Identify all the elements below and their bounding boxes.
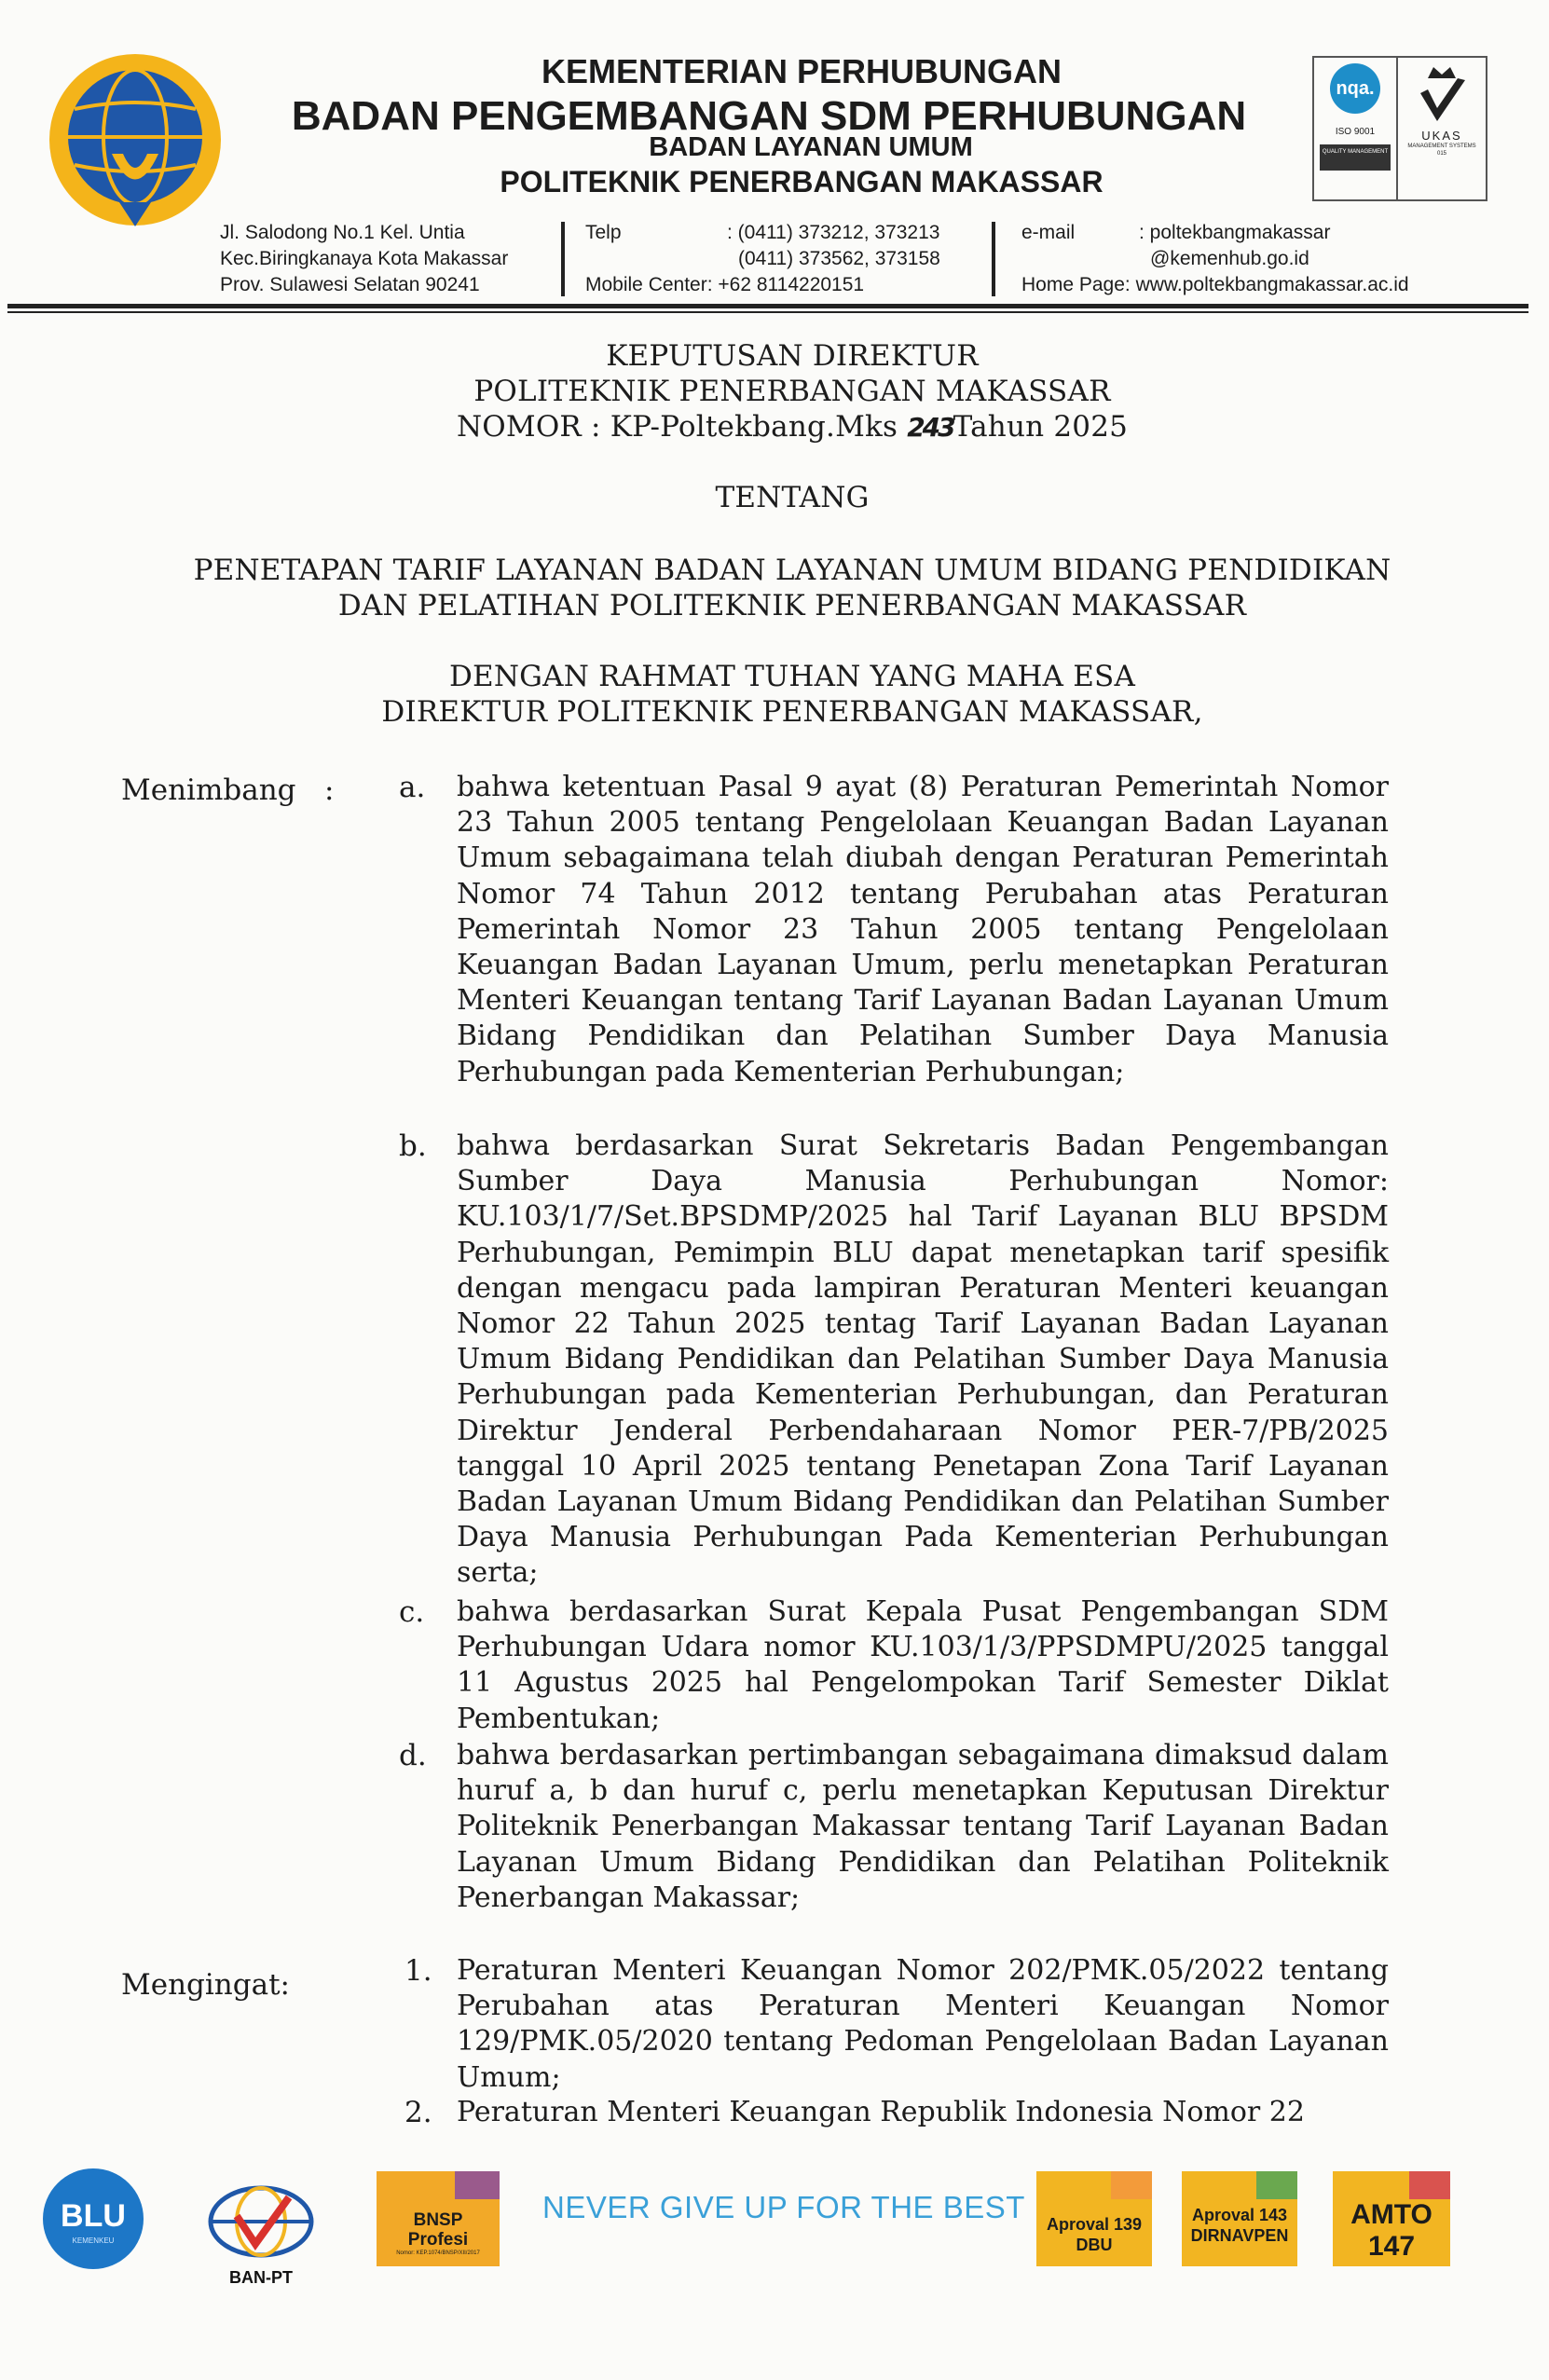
aproval-dbu-badge: Aproval 139 DBU <box>1036 2171 1152 2266</box>
svg-text:BLU: BLU <box>61 2198 126 2234</box>
bnsp-badge: BNSP Profesi Nomor: KEP.1074/BNSP/XII/2017 <box>377 2171 500 2266</box>
agency-name: BADAN PENGEMBANGAN SDM PERHUBUNGAN <box>291 93 1247 139</box>
unit-name: BADAN LAYANAN UMUM <box>649 132 973 162</box>
svg-text:KEMENKEU: KEMENKEU <box>72 2236 115 2245</box>
mengingat-label: Mengingat: <box>121 1968 291 2002</box>
rahmat-line-1: DENGAN RAHMAT TUHAN YANG MAHA ESA <box>448 660 1136 693</box>
blu-logo <box>41 2167 145 2271</box>
handwritten-number: 243 <box>907 412 953 443</box>
rahmat-line-2: DIREKTUR POLITEKNIK PENERBANGAN MAKASSAR, <box>381 695 1203 729</box>
email-values: : poltekbangmakassar @kemenhub.go.id <box>1139 222 1331 269</box>
menimbang-label: Menimbang <box>121 773 296 807</box>
ministry-name: KEMENTERIAN PERHUBUNGAN <box>541 52 1062 90</box>
decree-title: KEPUTUSAN DIREKTUR <box>606 339 979 373</box>
phone-values: : (0411) 373212, 373213 (0411) 373562, 373158 <box>727 222 940 269</box>
institution-name: POLITEKNIK PENERBANGAN MAKASSAR <box>500 165 1103 198</box>
nqa-logo: nqa. ISO 9001 QUALITY MANAGEMENT <box>1314 58 1398 199</box>
certification-logos <box>1312 56 1487 201</box>
email-block: e-mail Home Page: www.poltekbangmakassar.ac.id <box>1021 222 1409 295</box>
letterhead-rule <box>7 304 1528 308</box>
decree-number: NOMOR : KP-Poltekbang.Mks 243Tahun 2025 <box>456 410 1129 444</box>
phone-block: Telp Mobile Center: +62 8114220151 <box>585 222 865 295</box>
crown-check-icon <box>1413 62 1471 127</box>
menimbang-colon: : <box>324 773 335 807</box>
motto-text: NEVER GIVE UP FOR THE BEST <box>542 2190 1025 2224</box>
address-block: Jl. Salodong No.1 Kel. Untia Kec.Biringkanaya Kota Makassar Prov. Sulawesi Selatan 90241 <box>220 222 509 295</box>
decree-subject-2: DAN PELATIHAN POLITEKNIK PENERBANGAN MAKASSAR <box>337 589 1247 622</box>
svg-text:BAN-PT: BAN-PT <box>229 2268 293 2287</box>
decree-issuer: POLITEKNIK PENERBANGAN MAKASSAR <box>473 375 1111 408</box>
letterhead-rule-thin <box>7 311 1528 313</box>
ukas-logo: UKAS MANAGEMENT SYSTEMS 015 <box>1398 58 1486 199</box>
decree-subject-1: PENETAPAN TARIF LAYANAN BADAN LAYANAN UMUM BIDANG PENDIDIKAN <box>193 554 1391 587</box>
tentang-heading: TENTANG <box>715 481 870 514</box>
kemenhub-logo <box>47 51 224 228</box>
banpt-logo <box>205 2179 317 2291</box>
aproval-dirnavpen-badge: Aproval 143 DIRNAVPEN <box>1182 2171 1297 2266</box>
amto-badge: AMTO 147 <box>1333 2171 1450 2266</box>
